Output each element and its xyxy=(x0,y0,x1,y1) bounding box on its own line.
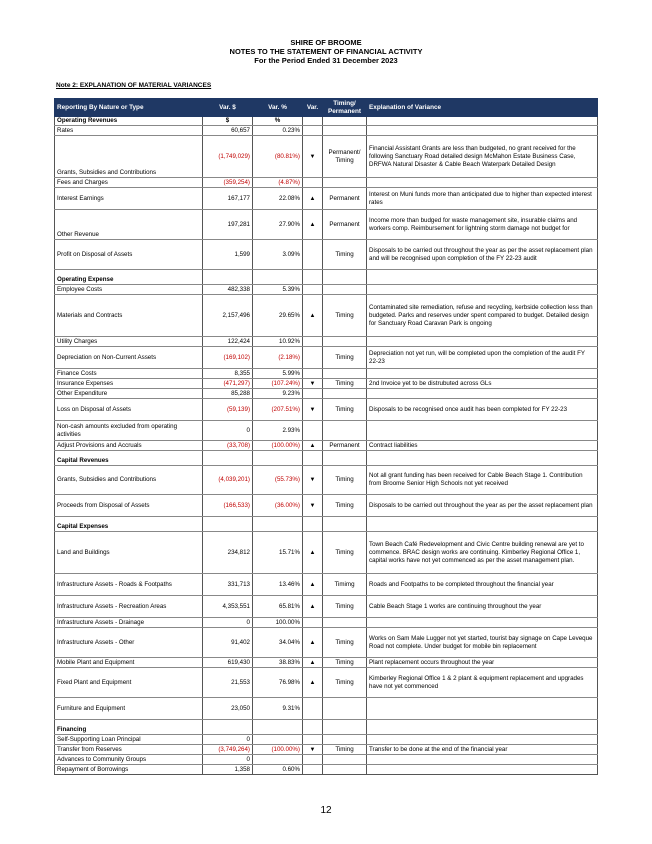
table-row xyxy=(55,735,598,745)
row-var-dollar-cell: 0 xyxy=(203,421,253,441)
page-number: 12 xyxy=(320,805,332,816)
row-var-percent-cell xyxy=(253,755,303,765)
row-var-indicator-cell: ▲ xyxy=(303,596,323,618)
row-var-indicator-cell: ▲ xyxy=(303,188,323,210)
row-timing-cell xyxy=(323,369,367,379)
row-var-indicator-cell xyxy=(303,347,323,369)
row-timing-cell xyxy=(323,389,367,399)
row-var-dollar-cell: 0 xyxy=(203,735,253,745)
section-header-row xyxy=(55,457,598,466)
row-var-dollar-cell: 1,358 xyxy=(203,765,253,775)
row-var-percent-cell: 76.98% xyxy=(253,668,303,698)
row-explanation-cell: Plant replacement occurs throughout the year xyxy=(367,658,598,668)
row-explanation-cell: Contaminated site remediation, refuse and recycling, kerbside collection less than budgeted. Parks and reserves under spent compared to budget. Detailed design for Sanctuary Road Caravan Park is ongoing xyxy=(367,295,598,337)
row-var-dollar-cell: (33,708) xyxy=(203,441,253,451)
row-var-dollar-cell: (3,749,264) xyxy=(203,745,253,755)
row-nature-cell: Proceeds from Disposal of Assets xyxy=(55,495,203,517)
row-var-dollar-cell: (359,254) xyxy=(203,178,253,188)
row-var-dollar-cell: (169,102) xyxy=(203,347,253,369)
row-var-dollar-cell: 21,553 xyxy=(203,668,253,698)
row-var-percent-cell: 38.83% xyxy=(253,658,303,668)
table-row xyxy=(55,240,598,270)
row-nature-cell: Operating Revenues xyxy=(55,117,203,126)
row-timing-cell xyxy=(323,117,367,126)
row-var-indicator-cell: ▼ xyxy=(303,399,323,421)
row-var-dollar-cell xyxy=(203,276,253,285)
row-var-indicator-cell: ▲ xyxy=(303,668,323,698)
row-var-dollar-cell: (4,039,201) xyxy=(203,466,253,495)
row-nature-cell: Profit on Disposal of Assets xyxy=(55,240,203,270)
row-timing-cell xyxy=(323,421,367,441)
row-explanation-cell xyxy=(367,523,598,532)
row-timing-cell xyxy=(323,765,367,775)
row-var-percent-cell: 10.92% xyxy=(253,337,303,347)
table-row xyxy=(55,399,598,421)
row-explanation-cell xyxy=(367,285,598,295)
row-var-dollar-cell: 8,355 xyxy=(203,369,253,379)
row-var-dollar-cell: (471,297) xyxy=(203,379,253,389)
row-var-percent-cell: 100.00% xyxy=(253,618,303,628)
row-var-indicator-cell xyxy=(303,389,323,399)
table-row xyxy=(55,369,598,379)
row-var-indicator-cell: ▼ xyxy=(303,745,323,755)
row-var-percent-cell: 34.04% xyxy=(253,628,303,658)
note-title: Note 2: EXPLANATION OF MATERIAL VARIANCES xyxy=(56,82,212,89)
row-var-indicator-cell: ▼ xyxy=(303,466,323,495)
row-var-indicator-cell xyxy=(303,337,323,347)
row-var-percent-cell: 0.23% xyxy=(253,126,303,136)
row-nature-cell: Rates xyxy=(55,126,203,136)
row-var-indicator-cell: ▲ xyxy=(303,658,323,668)
row-timing-cell: Timing xyxy=(323,466,367,495)
row-var-percent-cell: (207.51%) xyxy=(253,399,303,421)
table-row xyxy=(55,178,598,188)
row-nature-cell: Interest Earnings xyxy=(55,188,203,210)
row-timing-cell: Timing xyxy=(323,745,367,755)
row-var-percent-cell xyxy=(253,276,303,285)
row-var-dollar-cell: 482,338 xyxy=(203,285,253,295)
row-var-indicator-cell xyxy=(303,523,323,532)
row-explanation-cell: Interest on Muni funds more than anticipated due to higher than expected interest rates xyxy=(367,188,598,210)
table-row xyxy=(55,188,598,210)
row-nature-cell: Operating Expense xyxy=(55,276,203,285)
table-row xyxy=(55,295,598,337)
row-explanation-cell xyxy=(367,117,598,126)
row-var-percent-cell: (107.24%) xyxy=(253,379,303,389)
row-explanation-cell xyxy=(367,389,598,399)
report-title-notes: NOTES TO THE STATEMENT OF FINANCIAL ACTIVITY xyxy=(229,47,423,56)
row-var-percent-cell xyxy=(253,735,303,745)
row-nature-cell: Infrastructure Assets - Drainage xyxy=(55,618,203,628)
table-row xyxy=(55,379,598,389)
section-header-row xyxy=(55,523,598,532)
row-timing-cell xyxy=(323,698,367,720)
row-var-indicator-cell xyxy=(303,276,323,285)
row-var-indicator-cell: ▼ xyxy=(303,495,323,517)
report-title-period: For the Period Ended 31 December 2023 xyxy=(254,56,398,65)
row-timing-cell xyxy=(323,735,367,745)
row-explanation-cell xyxy=(367,698,598,720)
table-row xyxy=(55,285,598,295)
row-var-dollar-cell: 85,288 xyxy=(203,389,253,399)
table-row xyxy=(55,136,598,178)
row-var-dollar-cell: 0 xyxy=(203,755,253,765)
row-explanation-cell: 2nd Invoice yet to be distrubuted across GLs xyxy=(367,379,598,389)
row-explanation-cell: Kimberley Regional Office 1 & 2 plant & equipment replacement and upgrades have not yet commenced xyxy=(367,668,598,698)
row-nature-cell: Infrastructure Assets - Recreation Areas xyxy=(55,596,203,618)
row-var-dollar-cell: 2,157,496 xyxy=(203,295,253,337)
row-var-indicator-cell: ▲ xyxy=(303,210,323,240)
row-explanation-cell: Disposals to be recognised once audit has been completed for FY 22-23 xyxy=(367,399,598,421)
row-var-percent-cell: (55.73%) xyxy=(253,466,303,495)
row-var-percent-cell: % xyxy=(253,117,303,126)
row-var-percent-cell: (80.81%) xyxy=(253,136,303,178)
row-var-percent-cell: (36.00%) xyxy=(253,495,303,517)
row-var-dollar-cell: 4,353,551 xyxy=(203,596,253,618)
row-var-percent-cell: 0.60% xyxy=(253,765,303,775)
row-nature-cell: Advances to Community Groups xyxy=(55,755,203,765)
row-explanation-cell xyxy=(367,457,598,466)
row-var-percent-cell: 9.23% xyxy=(253,389,303,399)
row-var-indicator-cell: ▲ xyxy=(303,628,323,658)
row-var-dollar-cell: 331,713 xyxy=(203,574,253,596)
row-timing-cell: Permanent/ Timing xyxy=(323,136,367,178)
row-explanation-cell xyxy=(367,178,598,188)
row-var-dollar-cell xyxy=(203,523,253,532)
row-nature-cell: Finance Costs xyxy=(55,369,203,379)
row-var-dollar-cell: 122,424 xyxy=(203,337,253,347)
row-nature-cell: Depreciation on Non-Current Assets xyxy=(55,347,203,369)
row-var-indicator-cell: ▲ xyxy=(303,295,323,337)
row-explanation-cell: Town Beach Café Redevelopment and Civic Centre building renewal are yet to commence. BRAC design works are continuing. Kimberley Regional Office 1, capital works have not yet commenced as per the asset management plan. xyxy=(367,532,598,574)
row-nature-cell: Fixed Plant and Equipment xyxy=(55,668,203,698)
row-var-indicator-cell: ▼ xyxy=(303,136,323,178)
row-var-percent-cell: 5.99% xyxy=(253,369,303,379)
row-nature-cell: Infrastructure Assets - Other xyxy=(55,628,203,658)
row-timing-cell: Timing xyxy=(323,596,367,618)
row-explanation-cell xyxy=(367,276,598,285)
row-explanation-cell: Depreciation not yet run, will be completed upon the completion of the audit FY 22-23 xyxy=(367,347,598,369)
row-explanation-cell xyxy=(367,755,598,765)
section-header-row xyxy=(55,276,598,285)
row-nature-cell: Transfer from Reserves xyxy=(55,745,203,755)
row-nature-cell: Employee Costs xyxy=(55,285,203,295)
row-var-percent-cell: (100.00%) xyxy=(253,745,303,755)
variance-table xyxy=(54,98,598,775)
row-explanation-cell: Not all grant funding has been received for Cable Beach Stage 1. Contribution from Broome Senior High Schools not yet received xyxy=(367,466,598,495)
table-row xyxy=(55,126,598,136)
row-var-dollar-cell: $ xyxy=(203,117,253,126)
table-row xyxy=(55,495,598,517)
row-explanation-cell: Works on Sam Male Lugger not yet started, tourist bay signage on Cape Leveque Road not complete. Under budget for mobile bin replacement xyxy=(367,628,598,658)
row-var-dollar-cell: 234,812 xyxy=(203,532,253,574)
row-nature-cell: Grants, Subsidies and Contributions xyxy=(55,136,203,178)
row-var-indicator-cell xyxy=(303,421,323,441)
row-explanation-cell xyxy=(367,421,598,441)
col-header-nature: Reporting By Nature or Type xyxy=(55,98,203,117)
row-explanation-cell: Roads and Footpaths to be completed throughout the financial year xyxy=(367,574,598,596)
table-row xyxy=(55,337,598,347)
row-var-percent-cell: 65.81% xyxy=(253,596,303,618)
row-var-indicator-cell xyxy=(303,178,323,188)
row-var-dollar-cell: (166,533) xyxy=(203,495,253,517)
row-nature-cell: Land and Buildings xyxy=(55,532,203,574)
row-nature-cell: Materials and Contracts xyxy=(55,295,203,337)
row-nature-cell: Insurance Expenses xyxy=(55,379,203,389)
row-var-indicator-cell: ▲ xyxy=(303,574,323,596)
row-var-dollar-cell: 167,177 xyxy=(203,188,253,210)
row-var-dollar-cell: 197,281 xyxy=(203,210,253,240)
table-row xyxy=(55,668,598,698)
row-var-dollar-cell: (1,749,029) xyxy=(203,136,253,178)
table-row xyxy=(55,441,598,451)
row-explanation-cell xyxy=(367,735,598,745)
row-nature-cell: Other Expenditure xyxy=(55,389,203,399)
table-row xyxy=(55,765,598,775)
row-explanation-cell xyxy=(367,618,598,628)
row-nature-cell: Grants, Subsidies and Contributions xyxy=(55,466,203,495)
table-row xyxy=(55,658,598,668)
table-row xyxy=(55,466,598,495)
row-var-indicator-cell: ▼ xyxy=(303,379,323,389)
row-nature-cell: Capital Revenues xyxy=(55,457,203,466)
row-timing-cell xyxy=(323,618,367,628)
row-var-indicator-cell xyxy=(303,126,323,136)
row-nature-cell: Fees and Charges xyxy=(55,178,203,188)
row-var-dollar-cell: 0 xyxy=(203,618,253,628)
row-timing-cell: Timing xyxy=(323,295,367,337)
row-var-indicator-cell xyxy=(303,726,323,735)
table-row xyxy=(55,389,598,399)
row-var-percent-cell: 27.90% xyxy=(253,210,303,240)
row-timing-cell: Permanent xyxy=(323,441,367,451)
row-nature-cell: Non-cash amounts excluded from operating activities xyxy=(55,421,203,441)
row-var-dollar-cell: 619,430 xyxy=(203,658,253,668)
row-var-dollar-cell: 91,402 xyxy=(203,628,253,658)
row-nature-cell: Repayment of Borrowings xyxy=(55,765,203,775)
row-var-percent-cell: 5.39% xyxy=(253,285,303,295)
row-nature-cell: Loss on Disposal of Assets xyxy=(55,399,203,421)
row-explanation-cell: Cable Beach Stage 1 works are continuing throughout the year xyxy=(367,596,598,618)
row-var-indicator-cell xyxy=(303,457,323,466)
row-var-indicator-cell xyxy=(303,755,323,765)
row-var-dollar-cell: 1,599 xyxy=(203,240,253,270)
row-var-percent-cell: 22.08% xyxy=(253,188,303,210)
row-var-percent-cell: (2.18%) xyxy=(253,347,303,369)
row-timing-cell: Timing xyxy=(323,532,367,574)
row-timing-cell xyxy=(323,285,367,295)
row-explanation-cell: Financial Assistant Grants are less than budgeted, no grant received for the following Sanctuary Road detailed design McMahon Estate Business Case, DRFWA Natural Disaster & Cable Beach Waterpark Detailed Design xyxy=(367,136,598,178)
row-var-percent-cell: 3.09% xyxy=(253,240,303,270)
table-row xyxy=(55,755,598,765)
row-var-dollar-cell xyxy=(203,457,253,466)
table-row xyxy=(55,698,598,720)
row-explanation-cell xyxy=(367,726,598,735)
col-header-var-indicator: Var. xyxy=(303,98,323,117)
col-header-var-percent: Var. % xyxy=(253,98,303,117)
row-timing-cell: Timing xyxy=(323,240,367,270)
row-timing-cell: Timing xyxy=(323,628,367,658)
row-var-percent-cell: (100.00%) xyxy=(253,441,303,451)
row-timing-cell: Timing xyxy=(323,347,367,369)
row-timing-cell xyxy=(323,126,367,136)
row-timing-cell: Timing xyxy=(323,495,367,517)
row-nature-cell: Financing xyxy=(55,726,203,735)
row-var-dollar-cell: 60,657 xyxy=(203,126,253,136)
row-var-percent-cell: 15.71% xyxy=(253,532,303,574)
row-explanation-cell: Income more than budged for waste management site, insurable claims and workers comp. Reimbursement for lightning storm damage not budget for xyxy=(367,210,598,240)
row-timing-cell: Timimg xyxy=(323,574,367,596)
row-var-indicator-cell xyxy=(303,240,323,270)
row-var-percent-cell: 13.46% xyxy=(253,574,303,596)
row-nature-cell: Mobile Plant and Equipment xyxy=(55,658,203,668)
row-var-indicator-cell xyxy=(303,117,323,126)
section-header-row xyxy=(55,117,598,126)
row-var-indicator-cell xyxy=(303,369,323,379)
row-explanation-cell xyxy=(367,369,598,379)
row-var-percent-cell xyxy=(253,457,303,466)
row-nature-cell: Capital Expenses xyxy=(55,523,203,532)
row-var-percent-cell: (4.87%) xyxy=(253,178,303,188)
row-var-indicator-cell xyxy=(303,618,323,628)
row-var-indicator-cell xyxy=(303,765,323,775)
row-timing-cell xyxy=(323,726,367,735)
table-row xyxy=(55,618,598,628)
row-nature-cell: Furniture and Equipment xyxy=(55,698,203,720)
row-timing-cell xyxy=(323,178,367,188)
row-nature-cell: Utility Charges xyxy=(55,337,203,347)
table-row xyxy=(55,628,598,658)
row-nature-cell: Adjust Provisions and Accruals xyxy=(55,441,203,451)
row-timing-cell xyxy=(323,457,367,466)
table-row xyxy=(55,574,598,596)
row-var-percent-cell xyxy=(253,523,303,532)
row-explanation-cell xyxy=(367,765,598,775)
row-timing-cell xyxy=(323,337,367,347)
row-var-indicator-cell: ▲ xyxy=(303,532,323,574)
row-var-percent-cell xyxy=(253,726,303,735)
row-explanation-cell: Disposals to be carried out throughout the year as per the asset replacement plan xyxy=(367,495,598,517)
table-row xyxy=(55,596,598,618)
row-explanation-cell xyxy=(367,337,598,347)
row-var-indicator-cell xyxy=(303,285,323,295)
row-timing-cell xyxy=(323,523,367,532)
table-row xyxy=(55,210,598,240)
table-row xyxy=(55,532,598,574)
row-explanation-cell xyxy=(367,126,598,136)
row-explanation-cell: Disposals to be carried out throughout the year as per the asset replacement plan and will be recognised upon completion of the FY 22-23 audit xyxy=(367,240,598,270)
row-explanation-cell: Contract liabilities xyxy=(367,441,598,451)
row-var-indicator-cell: ▲ xyxy=(303,441,323,451)
row-var-dollar-cell: (59,139) xyxy=(203,399,253,421)
row-var-dollar-cell xyxy=(203,726,253,735)
row-timing-cell: Timing xyxy=(323,658,367,668)
row-timing-cell: Permanent xyxy=(323,210,367,240)
row-nature-cell: Infrastructure Assets - Roads & Footpaths xyxy=(55,574,203,596)
row-var-percent-cell: 29.65% xyxy=(253,295,303,337)
row-nature-cell: Self-Supporting Loan Principal xyxy=(55,735,203,745)
row-var-percent-cell: 9.31% xyxy=(253,698,303,720)
row-timing-cell: Timing xyxy=(323,379,367,389)
row-timing-cell xyxy=(323,276,367,285)
col-header-var-dollar: Var. $ xyxy=(203,98,253,117)
row-var-indicator-cell xyxy=(303,735,323,745)
row-timing-cell: Permanent xyxy=(323,188,367,210)
row-var-indicator-cell xyxy=(303,698,323,720)
row-explanation-cell: Transfer to be done at the end of the financial year xyxy=(367,745,598,755)
table-row xyxy=(55,421,598,441)
table-header-row xyxy=(55,98,598,117)
row-timing-cell: Timing xyxy=(323,399,367,421)
row-var-percent-cell: 2.93% xyxy=(253,421,303,441)
col-header-explanation: Explanation of Variance xyxy=(367,98,598,117)
row-timing-cell: Timing xyxy=(323,668,367,698)
row-timing-cell xyxy=(323,755,367,765)
table-row xyxy=(55,745,598,755)
row-var-dollar-cell: 23,050 xyxy=(203,698,253,720)
report-title-org: SHIRE OF BROOME xyxy=(290,38,362,47)
col-header-timing: Timing/ Permanent xyxy=(323,98,367,117)
row-nature-cell: Other Revenue xyxy=(55,210,203,240)
table-row xyxy=(55,347,598,369)
section-header-row xyxy=(55,726,598,735)
